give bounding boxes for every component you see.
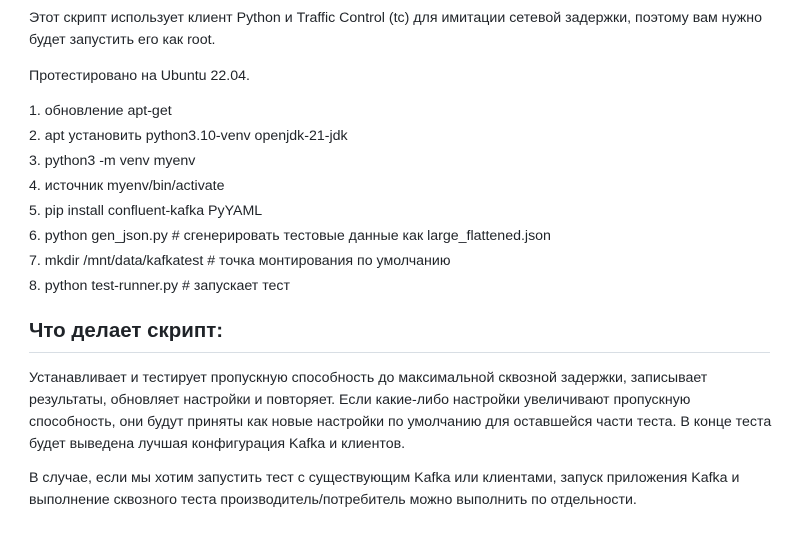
paragraph-line: выполнение сквозного теста производитель/потребитель можно выполнить по отдельности.: [29, 492, 637, 508]
paragraph-line: будет выведена лучшая конфигурация Kafka и клиентов.: [29, 436, 406, 452]
list-item: 8. python test-runner.py # запускает тест: [29, 278, 291, 294]
list-item: 1. обновление apt-get: [29, 103, 172, 119]
paragraph-line: результаты, обновляет настройки и повторяет. Если какие-либо настройки увеличивают пропускную: [29, 392, 691, 408]
intro-line: Этот скрипт использует клиент Python и Traffic Control (tc) для имитации сетевой задержки, поэтому вам нужно: [29, 10, 762, 26]
paragraph-line: В случае, если мы хотим запустить тест с существующим Kafka или клиентами, запуск приложения Kafka и: [29, 470, 740, 486]
paragraph-line: способность, они будут приняты как новые настройки по умолчанию для оставшейся части теста. В конце теста: [29, 414, 772, 430]
paragraph-line: Устанавливает и тестирует пропускную способность до максимальной сквозной задержки, записывает: [29, 370, 708, 386]
list-item: 2. apt установить python3.10-venv openjdk-21-jdk: [29, 128, 348, 144]
intro-line: будет запустить его как root.: [29, 32, 216, 48]
intro-paragraph: [29, 7, 774, 51]
section-heading: Что делает скрипт:: [29, 316, 770, 353]
list-item: 4. источник myenv/bin/activate: [29, 178, 225, 194]
tested-on-note: Протестировано на Ubuntu 22.04.: [29, 68, 250, 84]
list-item: 3. python3 -m venv myenv: [29, 153, 196, 169]
existing-kafka-paragraph: [29, 467, 774, 511]
list-item: 6. python gen_json.py # сгенерировать тестовые данные как large_flattened.json: [29, 228, 551, 244]
list-item: 5. pip install confluent-kafka PyYAML: [29, 203, 263, 219]
setup-steps-list: [29, 100, 551, 300]
description-paragraph: [29, 367, 774, 455]
list-item: 7. mkdir /mnt/data/kafkatest # точка монтирования по умолчанию: [29, 253, 451, 269]
